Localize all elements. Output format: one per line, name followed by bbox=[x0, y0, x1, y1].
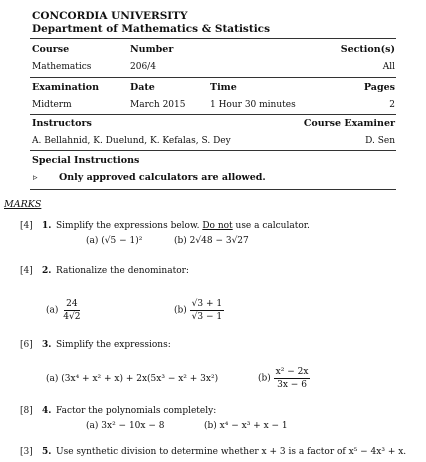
table-rule-1 bbox=[30, 77, 396, 78]
examiner-value: D. Sen bbox=[365, 136, 395, 146]
q3-text: Simplify the expressions: bbox=[56, 340, 171, 350]
q4-text: Factor the polynomials completely: bbox=[56, 406, 217, 416]
q2a-numerator: 24 bbox=[66, 299, 78, 309]
q1-text-emphasis: Do not bbox=[202, 221, 233, 231]
sections-value: All bbox=[382, 62, 395, 72]
q1-part-b-expr: 2√48 − 3√27 bbox=[189, 236, 249, 246]
bullet-icon: ▹ bbox=[33, 173, 38, 183]
course-header: Course bbox=[32, 44, 70, 55]
q2-mark: [4] bbox=[20, 266, 33, 276]
table-rule-3 bbox=[30, 150, 396, 151]
q2-part-b-label: (b) bbox=[174, 305, 187, 316]
table-bottom-rule bbox=[30, 189, 396, 190]
q3-part-a bbox=[46, 374, 218, 384]
q2-number: 2. bbox=[42, 266, 52, 276]
q1-part-b bbox=[174, 236, 249, 246]
special-instructions-heading: Special Instructions bbox=[32, 155, 140, 166]
sections-header: Section(s) bbox=[340, 44, 395, 55]
q2-text: Rationalize the denominator: bbox=[56, 266, 189, 276]
number-value: 206/4 bbox=[130, 62, 156, 72]
q3-part-b-fraction bbox=[274, 366, 311, 391]
q4-part-a-label: (a) bbox=[86, 421, 99, 431]
q3-mark: [6] bbox=[20, 340, 33, 350]
q5-mark: [3] bbox=[20, 447, 33, 457]
time-header: Time bbox=[210, 82, 237, 93]
examiner-header: Course Examiner bbox=[303, 118, 395, 129]
q2-part-b bbox=[174, 298, 224, 323]
examination-header: Examination bbox=[32, 82, 100, 93]
q1-part-a bbox=[86, 236, 142, 246]
pages-header: Pages bbox=[363, 82, 395, 93]
q2-part-b-fraction bbox=[190, 298, 224, 323]
q3-part-a-expr: (3x⁴ + x² + x) + 2x(5x³ − x² + 3x²) bbox=[61, 374, 219, 384]
date-value: March 2015 bbox=[130, 100, 186, 110]
q5-text: Use synthetic division to determine whether x + 3 is a factor of x⁵ − 4x³ + x. bbox=[56, 447, 407, 457]
q2-part-a-fraction bbox=[61, 298, 82, 323]
q2-part-a-label: (a) bbox=[46, 305, 59, 316]
q2-part-a bbox=[46, 298, 82, 323]
q1-text bbox=[56, 221, 310, 231]
table-rule-2 bbox=[30, 114, 396, 115]
q1-part-b-label: (b) bbox=[174, 236, 187, 246]
marks-label: MARKS bbox=[4, 199, 42, 210]
examination-value: Midterm bbox=[32, 100, 72, 110]
q4-part-a-expr: 3x² − 10x − 8 bbox=[101, 421, 165, 431]
q1-text-after: use a calculator. bbox=[232, 221, 310, 231]
q1-part-a-label: (a) bbox=[86, 236, 99, 246]
q4-number: 4. bbox=[42, 406, 52, 416]
q2b-numerator: √3 + 1 bbox=[191, 299, 223, 309]
q3-number: 3. bbox=[42, 340, 52, 350]
table-top-rule bbox=[30, 38, 396, 39]
q1-part-a-expr: (√5 − 1)² bbox=[101, 236, 143, 246]
course-value: Mathematics bbox=[32, 62, 92, 72]
q4-part-a bbox=[86, 421, 164, 431]
special-instructions-text: Only approved calculators are allowed. bbox=[59, 172, 266, 183]
q3-part-a-label: (a) bbox=[46, 374, 59, 384]
instructors-value: A. Bellahnid, K. Duelund, K. Kefalas, S. Dey bbox=[32, 136, 231, 146]
q4-mark: [8] bbox=[20, 406, 33, 416]
number-header: Number bbox=[130, 44, 174, 55]
q3b-numerator: x² − 2x bbox=[275, 367, 309, 377]
q1-text-before: Simplify the expressions below. bbox=[56, 221, 203, 231]
q3b-denominator: 3x − 6 bbox=[277, 380, 307, 390]
q4-part-b-expr: x⁴ − x³ + x − 1 bbox=[219, 421, 288, 431]
instructors-header: Instructors bbox=[32, 118, 92, 129]
q4-part-b-label: (b) bbox=[204, 421, 217, 431]
q3-part-b bbox=[258, 366, 310, 391]
q3-part-b-label: (b) bbox=[258, 373, 271, 384]
q2b-denominator: √3 − 1 bbox=[191, 312, 223, 322]
q4-part-b bbox=[204, 421, 288, 431]
q1-mark: [4] bbox=[20, 221, 33, 231]
q2a-denominator: 4√2 bbox=[63, 312, 81, 322]
university-name: CONCORDIA UNIVERSITY bbox=[32, 10, 188, 22]
q1-number: 1. bbox=[42, 221, 52, 231]
date-header: Date bbox=[130, 82, 155, 93]
q5-number: 5. bbox=[42, 447, 52, 457]
department-name: Department of Mathematics & Statistics bbox=[32, 23, 270, 35]
time-value: 1 Hour 30 minutes bbox=[210, 100, 296, 110]
pages-value: 2 bbox=[389, 100, 395, 110]
